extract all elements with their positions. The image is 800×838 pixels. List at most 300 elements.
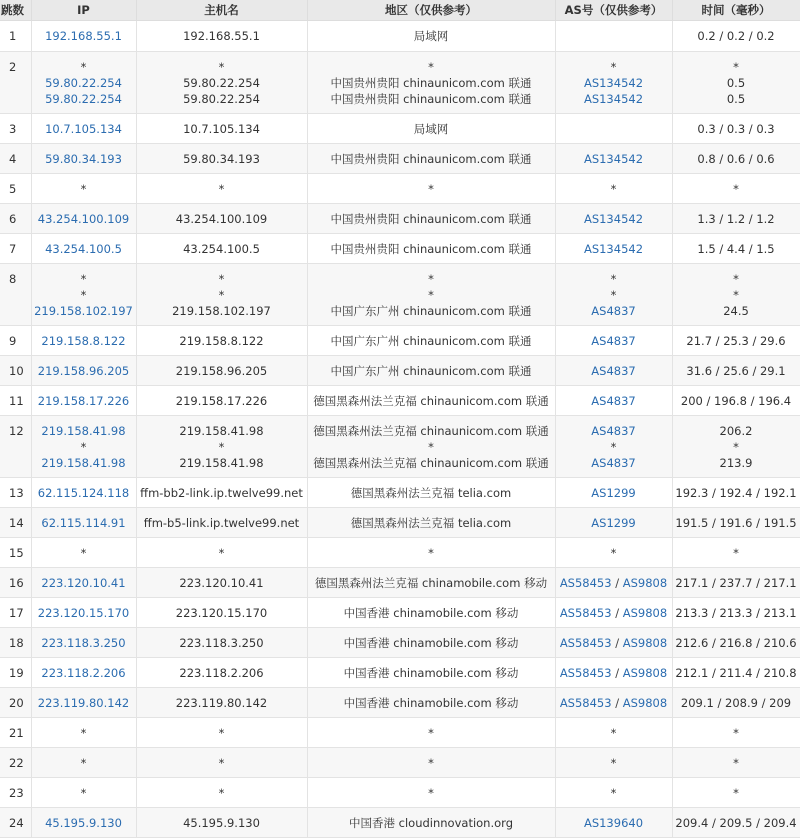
time-text: 209.1 / 208.9 / 209 <box>680 695 792 710</box>
hostname-text: ffm-b5-link.ip.twelve99.net <box>143 515 300 530</box>
as-link[interactable]: AS9808 <box>622 605 668 620</box>
hostname-text: 43.254.100.5 <box>183 241 260 256</box>
ip-text: * <box>80 287 87 302</box>
table-row <box>0 538 800 568</box>
ip-link[interactable]: 62.115.114.91 <box>41 515 126 530</box>
region-cell <box>307 52 555 114</box>
header-time: 时间（毫秒） <box>672 0 800 21</box>
hostname-text: * <box>218 755 225 770</box>
ip-link[interactable]: 59.80.22.254 <box>45 91 122 106</box>
time-text: * <box>733 181 739 196</box>
hostname-text: 45.195.9.130 <box>183 815 260 830</box>
as-link[interactable]: AS9808 <box>622 635 668 650</box>
ip-link[interactable]: 219.158.41.98 <box>41 423 126 438</box>
hostname-text: 59.80.22.254 <box>183 75 260 90</box>
hostname-text: 59.80.34.193 <box>183 151 260 166</box>
region-cell <box>307 598 555 628</box>
ip-link[interactable]: 43.254.100.109 <box>37 211 130 226</box>
as-cell <box>555 356 672 386</box>
as-link[interactable]: AS134542 <box>583 91 644 106</box>
hop-number: 17 <box>0 598 31 628</box>
region-text: 中国香港 chinamobile.com 移动 <box>343 605 519 620</box>
table-row <box>0 356 800 386</box>
time-text: * <box>733 271 739 286</box>
time-cell <box>672 144 800 174</box>
ip-cell <box>31 628 136 658</box>
hostname-cell <box>136 326 307 356</box>
ip-link[interactable]: 223.119.80.142 <box>37 695 130 710</box>
hop-number: 18 <box>0 628 31 658</box>
as-link[interactable]: AS139640 <box>583 815 644 830</box>
table-row <box>0 748 800 778</box>
hop-number: 4 <box>0 144 31 174</box>
table-row <box>0 688 800 718</box>
as-link[interactable]: AS9808 <box>622 695 668 710</box>
as-separator: / <box>611 635 623 650</box>
ip-link[interactable]: 223.118.3.250 <box>41 635 126 650</box>
time-text: 206.2 <box>719 423 753 438</box>
time-text: * <box>733 725 739 740</box>
time-cell <box>672 326 800 356</box>
hop-number: 23 <box>0 778 31 808</box>
region-text: 中国贵州贵阳 chinaunicom.com 联通 <box>330 75 532 90</box>
time-cell <box>672 538 800 568</box>
ip-link[interactable]: 59.80.22.254 <box>45 75 122 90</box>
ip-text: * <box>80 271 87 286</box>
ip-link[interactable]: 219.158.102.197 <box>34 303 133 318</box>
time-cell <box>672 508 800 538</box>
time-text: 212.6 / 216.8 / 210.6 <box>675 635 797 650</box>
hop-number: 8 <box>0 264 31 326</box>
table-row <box>0 204 800 234</box>
time-cell <box>672 21 800 52</box>
time-cell <box>672 234 800 264</box>
ip-text: * <box>80 785 87 800</box>
table-row <box>0 234 800 264</box>
hop-number: 14 <box>0 508 31 538</box>
ip-link[interactable]: 59.80.34.193 <box>45 151 122 166</box>
time-text: 191.5 / 191.6 / 191.5 <box>675 515 797 530</box>
as-cell <box>555 478 672 508</box>
time-cell <box>672 568 800 598</box>
as-cell <box>555 778 672 808</box>
hop-number: 10 <box>0 356 31 386</box>
region-text: 德国黑森州法兰克福 chinamobile.com 移动 <box>314 575 548 590</box>
table-body <box>0 21 800 838</box>
time-cell <box>672 478 800 508</box>
hostname-text: 223.119.80.142 <box>175 695 268 710</box>
ip-link[interactable]: 219.158.8.122 <box>41 333 126 348</box>
hop-number: 19 <box>0 658 31 688</box>
as-cell <box>555 688 672 718</box>
region-text: * <box>428 755 434 770</box>
hop-number: 1 <box>0 21 31 52</box>
region-text: 中国贵州贵阳 chinaunicom.com 联通 <box>330 211 532 226</box>
hostname-text: 43.254.100.109 <box>175 211 268 226</box>
hostname-text: 219.158.41.98 <box>179 423 264 438</box>
as-text: * <box>610 439 617 454</box>
time-text: * <box>733 439 739 454</box>
as-link[interactable]: AS58453 <box>559 695 612 710</box>
table-row <box>0 21 800 52</box>
hostname-cell <box>136 688 307 718</box>
region-cell <box>307 718 555 748</box>
hostname-text: * <box>218 181 225 196</box>
hostname-cell <box>136 628 307 658</box>
as-cell <box>555 748 672 778</box>
table-row <box>0 326 800 356</box>
ip-cell <box>31 174 136 204</box>
ip-cell <box>31 508 136 538</box>
header-as: AS号（仅供参考） <box>555 0 672 21</box>
ip-cell <box>31 52 136 114</box>
header-region: 地区（仅供参考） <box>307 0 555 21</box>
ip-cell <box>31 114 136 144</box>
region-cell <box>307 568 555 598</box>
time-cell <box>672 598 800 628</box>
as-cell <box>555 538 672 568</box>
time-text: * <box>733 545 739 560</box>
time-cell <box>672 808 800 838</box>
as-separator: / <box>611 665 623 680</box>
time-text: 209.4 / 209.5 / 209.4 <box>675 815 797 830</box>
hostname-cell <box>136 538 307 568</box>
region-text: 局域网 <box>413 29 449 43</box>
ip-cell <box>31 356 136 386</box>
hop-number: 7 <box>0 234 31 264</box>
region-text: 局域网 <box>413 121 449 136</box>
time-cell <box>672 174 800 204</box>
region-text: 德国黑森州法兰克福 chinaunicom.com 联通 <box>313 393 549 408</box>
hostname-cell <box>136 598 307 628</box>
as-text: * <box>610 271 617 286</box>
header-hop: 跳数 <box>0 0 31 21</box>
ip-link[interactable]: 219.158.17.226 <box>37 393 130 408</box>
time-cell <box>672 386 800 416</box>
table-header-row <box>0 0 800 21</box>
as-separator: / <box>611 695 623 710</box>
as-cell <box>555 658 672 688</box>
as-text: * <box>610 287 617 302</box>
hostname-text: * <box>218 439 225 454</box>
region-cell <box>307 508 555 538</box>
time-cell <box>672 748 800 778</box>
header-hostname: 主机名 <box>136 0 307 21</box>
as-link[interactable]: AS4837 <box>591 303 636 318</box>
region-text: 德国黑森州法兰克福 telia.com <box>350 515 512 530</box>
time-text: 0.8 / 0.6 / 0.6 <box>697 151 775 166</box>
as-cell <box>555 264 672 326</box>
ip-text: * <box>80 439 87 454</box>
region-cell <box>307 234 555 264</box>
hop-number: 6 <box>0 204 31 234</box>
region-text: * <box>428 271 434 286</box>
ip-link[interactable]: 62.115.124.118 <box>37 485 130 500</box>
region-text: 中国香港 chinamobile.com 移动 <box>343 635 519 650</box>
time-cell <box>672 204 800 234</box>
hop-number: 9 <box>0 326 31 356</box>
as-link[interactable]: AS134542 <box>583 241 644 256</box>
region-cell <box>307 264 555 326</box>
table-row <box>0 264 800 326</box>
time-cell <box>672 264 800 326</box>
as-cell <box>555 174 672 204</box>
as-link[interactable]: AS58453 <box>559 605 612 620</box>
region-text: 中国香港 chinamobile.com 移动 <box>343 665 519 680</box>
time-text: 1.3 / 1.2 / 1.2 <box>697 211 775 226</box>
ip-cell <box>31 658 136 688</box>
as-link[interactable]: AS58453 <box>559 665 612 680</box>
time-cell <box>672 356 800 386</box>
time-cell <box>672 778 800 808</box>
hostname-cell <box>136 658 307 688</box>
hostname-cell <box>136 114 307 144</box>
ip-link[interactable]: 219.158.96.205 <box>37 363 130 378</box>
region-text: * <box>428 59 434 74</box>
region-text: 德国黑森州法兰克福 chinaunicom.com 联通 <box>313 455 549 470</box>
region-cell <box>307 808 555 838</box>
region-text: 中国香港 cloudinnovation.org <box>348 815 513 830</box>
hostname-text: 59.80.22.254 <box>183 91 260 106</box>
as-cell <box>555 114 672 144</box>
ip-link[interactable]: 10.7.105.134 <box>45 121 122 136</box>
as-cell <box>555 598 672 628</box>
as-cell <box>555 234 672 264</box>
hop-number: 24 <box>0 808 31 838</box>
ip-cell <box>31 688 136 718</box>
as-cell <box>555 386 672 416</box>
hostname-cell <box>136 234 307 264</box>
as-text: * <box>610 59 617 74</box>
region-cell <box>307 416 555 478</box>
ip-link[interactable]: 43.254.100.5 <box>45 241 122 256</box>
hostname-text: 223.118.3.250 <box>179 635 264 650</box>
region-cell <box>307 21 555 52</box>
time-text: 213.3 / 213.3 / 213.1 <box>675 605 797 620</box>
table-row <box>0 718 800 748</box>
ip-link[interactable]: 223.120.10.41 <box>41 575 126 590</box>
time-text: 0.3 / 0.3 / 0.3 <box>697 121 775 136</box>
region-text: * <box>428 725 434 740</box>
ip-cell <box>31 748 136 778</box>
ip-cell <box>31 234 136 264</box>
ip-link[interactable]: 219.158.41.98 <box>41 455 126 470</box>
ip-cell <box>31 326 136 356</box>
region-text: 德国黑森州法兰克福 telia.com <box>350 485 512 500</box>
hostname-text: 219.158.41.98 <box>179 455 264 470</box>
hop-number: 5 <box>0 174 31 204</box>
region-text: * <box>428 181 434 196</box>
as-link[interactable]: AS58453 <box>559 635 612 650</box>
hostname-text: * <box>218 271 225 286</box>
hostname-cell <box>136 264 307 326</box>
hop-number: 22 <box>0 748 31 778</box>
hostname-text: 223.120.10.41 <box>179 575 264 590</box>
time-text: 0.5 <box>726 91 746 106</box>
hostname-cell <box>136 808 307 838</box>
as-cell <box>555 718 672 748</box>
region-cell <box>307 538 555 568</box>
region-cell <box>307 778 555 808</box>
as-link[interactable]: AS1299 <box>591 515 636 530</box>
hop-number: 2 <box>0 52 31 114</box>
as-separator: / <box>611 605 623 620</box>
time-text: 217.1 / 237.7 / 217.1 <box>675 575 797 590</box>
hostname-text: * <box>218 59 225 74</box>
ip-link[interactable]: 223.120.15.170 <box>37 605 130 620</box>
table-row <box>0 598 800 628</box>
region-cell <box>307 174 555 204</box>
region-text: * <box>428 287 434 302</box>
as-text: * <box>610 755 617 770</box>
hostname-cell <box>136 52 307 114</box>
hostname-text: 219.158.17.226 <box>175 393 268 408</box>
as-link[interactable]: AS4837 <box>591 393 636 408</box>
hostname-text: 223.120.15.170 <box>175 605 268 620</box>
as-cell <box>555 326 672 356</box>
time-text: * <box>733 59 739 74</box>
region-cell <box>307 326 555 356</box>
ip-cell <box>31 416 136 478</box>
time-text: 31.6 / 25.6 / 29.1 <box>686 363 786 378</box>
time-text: 213.9 <box>719 455 753 470</box>
hostname-cell <box>136 204 307 234</box>
table-row <box>0 568 800 598</box>
as-text: * <box>610 725 617 740</box>
region-text: 中国广东广州 chinaunicom.com 联通 <box>330 363 532 378</box>
time-text: 192.3 / 192.4 / 192.1 <box>675 485 797 500</box>
time-text: 0.5 <box>726 75 746 90</box>
as-link[interactable]: AS4837 <box>591 423 636 438</box>
region-cell <box>307 658 555 688</box>
time-text: 24.5 <box>723 303 749 318</box>
as-cell <box>555 628 672 658</box>
region-text: 中国广东广州 chinaunicom.com 联通 <box>330 333 532 348</box>
region-text: 中国贵州贵阳 chinaunicom.com 联通 <box>330 151 532 166</box>
ip-cell <box>31 538 136 568</box>
region-cell <box>307 386 555 416</box>
region-text: 中国贵州贵阳 chinaunicom.com 联通 <box>330 241 532 256</box>
table-row <box>0 628 800 658</box>
hostname-cell <box>136 748 307 778</box>
as-cell <box>555 52 672 114</box>
hostname-text: 223.118.2.206 <box>179 665 264 680</box>
as-link[interactable]: AS134542 <box>583 211 644 226</box>
ip-cell <box>31 808 136 838</box>
hostname-cell <box>136 174 307 204</box>
hostname-text: * <box>218 725 225 740</box>
hop-number: 16 <box>0 568 31 598</box>
ip-text: * <box>80 181 87 196</box>
hostname-text: 10.7.105.134 <box>183 121 260 136</box>
region-text: 中国香港 chinamobile.com 移动 <box>343 695 519 710</box>
region-text: * <box>428 439 434 454</box>
region-cell <box>307 114 555 144</box>
hostname-cell <box>136 718 307 748</box>
region-cell <box>307 748 555 778</box>
region-cell <box>307 356 555 386</box>
as-link[interactable]: AS9808 <box>622 575 668 590</box>
ip-cell <box>31 264 136 326</box>
time-cell <box>672 52 800 114</box>
hostname-cell <box>136 778 307 808</box>
table-row <box>0 144 800 174</box>
hostname-text: 219.158.96.205 <box>175 363 268 378</box>
time-cell <box>672 416 800 478</box>
as-link[interactable]: AS4837 <box>591 363 636 378</box>
table-row <box>0 778 800 808</box>
hop-number: 11 <box>0 386 31 416</box>
table-row <box>0 52 800 114</box>
region-cell <box>307 144 555 174</box>
hostname-cell <box>136 356 307 386</box>
as-cell <box>555 144 672 174</box>
as-cell <box>555 204 672 234</box>
as-cell <box>555 808 672 838</box>
header-ip: IP <box>31 0 136 21</box>
ip-cell <box>31 778 136 808</box>
region-cell <box>307 688 555 718</box>
hostname-text: 219.158.8.122 <box>179 333 264 348</box>
hostname-text: ffm-bb2-link.ip.twelve99.net <box>140 485 303 500</box>
time-text: * <box>733 287 739 302</box>
hostname-cell <box>136 568 307 598</box>
time-text: * <box>733 785 739 800</box>
region-text: * <box>428 785 434 800</box>
ip-cell <box>31 21 136 52</box>
ip-link[interactable]: 192.168.55.1 <box>45 29 122 43</box>
table-row <box>0 114 800 144</box>
hop-number: 21 <box>0 718 31 748</box>
hostname-text: * <box>218 785 225 800</box>
table-row <box>0 386 800 416</box>
as-link[interactable]: AS4837 <box>591 333 636 348</box>
time-text: 0.2 / 0.2 / 0.2 <box>697 29 775 43</box>
region-cell <box>307 628 555 658</box>
hostname-text: 192.168.55.1 <box>183 29 260 43</box>
hop-number: 12 <box>0 416 31 478</box>
hostname-text: * <box>218 287 225 302</box>
table-row <box>0 658 800 688</box>
as-link[interactable]: AS4837 <box>591 455 636 470</box>
as-link[interactable]: AS9808 <box>622 665 668 680</box>
region-text: 中国广东广州 chinaunicom.com 联通 <box>330 303 532 318</box>
as-link[interactable]: AS58453 <box>559 575 612 590</box>
as-cell <box>555 416 672 478</box>
hop-number: 15 <box>0 538 31 568</box>
ip-link[interactable]: 45.195.9.130 <box>45 815 122 830</box>
hop-number: 13 <box>0 478 31 508</box>
ip-cell <box>31 568 136 598</box>
hostname-cell <box>136 386 307 416</box>
hostname-cell <box>136 508 307 538</box>
as-link[interactable]: AS1299 <box>591 485 636 500</box>
region-text: 德国黑森州法兰克福 chinaunicom.com 联通 <box>313 423 549 438</box>
time-cell <box>672 628 800 658</box>
region-cell <box>307 204 555 234</box>
as-link[interactable]: AS134542 <box>583 75 644 90</box>
as-link[interactable]: AS134542 <box>583 151 644 166</box>
time-text: 21.7 / 25.3 / 29.6 <box>686 333 786 348</box>
time-text: 212.1 / 211.4 / 210.8 <box>675 665 797 680</box>
time-text: 200 / 196.8 / 196.4 <box>680 393 792 408</box>
ip-cell <box>31 204 136 234</box>
as-cell <box>555 21 672 52</box>
ip-text: * <box>80 755 87 770</box>
as-text: * <box>610 785 617 800</box>
ip-link[interactable]: 223.118.2.206 <box>41 665 126 680</box>
ip-cell <box>31 478 136 508</box>
